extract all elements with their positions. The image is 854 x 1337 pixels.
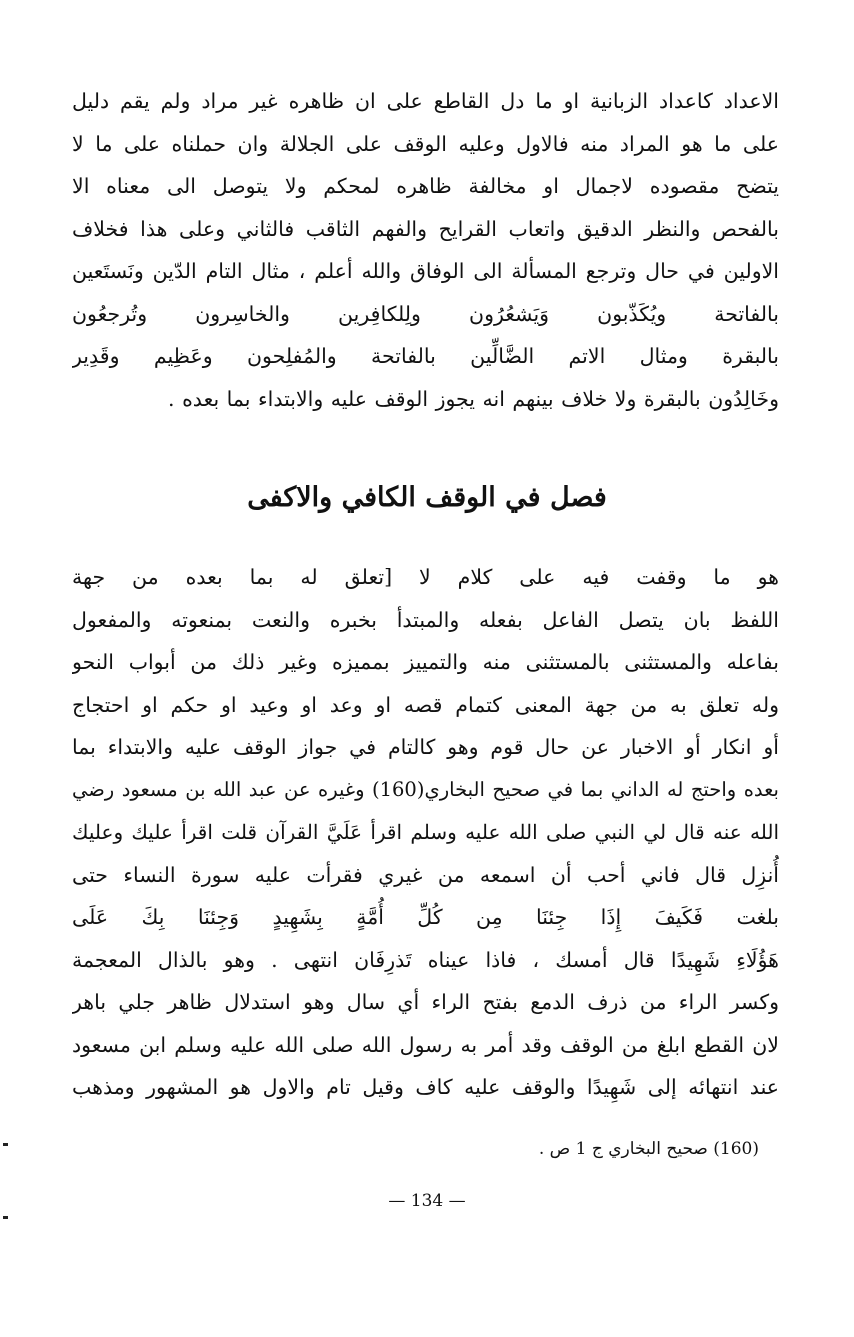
text-line: هو ما وقفت فيه على كلام لا [تعلق له بما بعده من جهة: [72, 565, 779, 589]
text-line: لان القطع ابلغ من الوقف وقد أمر به رسول الله صلى الله عليه وسلم ابن مسعود: [72, 1032, 779, 1057]
text-line: الاولين في حال وترجع المسألة الى الوفاق والله أعلم ، مثال التام الدّين ونَستَعين: [72, 259, 779, 283]
section-heading: فصل في الوقف الكافي والاكفى: [247, 482, 607, 513]
text-line: بالبقرة ومثال الاتم الضَّالِّين بالفاتحة والمُفلِحون وعَظِيم وقَدِير: [72, 344, 779, 368]
text-line: بفاعله والمستثنى بالمستثنى منه والتمييز بمميزه وغير ذلك من أبواب النحو: [72, 650, 779, 674]
text-line: أو انكار أو الاخبار عن حال قوم وهو كالتام في جواز الوقف عليه والابتداء بما: [72, 735, 779, 759]
text-line: بعده واحتج له الداني بما في صحيح البخاري(160) وغيره عن عبد الله بن مسعود رضي: [72, 777, 779, 801]
scan-mark: [3, 1143, 8, 1146]
text-line: أُنزِل قال فاني أحب أن اسمعه من غيري فقرأت عليه سورة النساء حتى: [72, 862, 779, 887]
text-line: يتضح مقصوده لاجمال او مخالفة ظاهره لمحكم ولا يتوصل الى معناه الا: [72, 174, 779, 198]
text-line: عند انتهائه إلى شَهِيدًا والوقف عليه كاف وقيل تام والاول هو المشهور ومذهب: [72, 1075, 779, 1099]
text-line: وخَالِدُون بالبقرة ولا خلاف بينهم انه يجوز الوقف عليه والابتداء بما بعده .: [168, 386, 779, 411]
text-line: بالفحص والنظر الدقيق واتعاب القرايح والفهم الثاقب فالثاني وعلى هذا فخلاف: [72, 216, 779, 241]
text-line: الله عنه قال لي النبي صلى الله عليه وسلم اقرأ عَلَيَّ القرآن قلت اقرأ عليك وعليك: [72, 820, 779, 844]
text-line: على ما هو المراد منه فالاول وعليه الوقف على الجلالة وان حملناه على ما لا: [72, 131, 779, 156]
text-line: وله تعلق به من جهة المعنى كتمام قصه او وعد او وعيد او حكم او احتجاج: [72, 692, 779, 717]
text-line: وكسر الراء من ذرف الدمع بفتح الراء أي سال وهو استدلال ظاهر جلي باهر: [72, 990, 779, 1014]
text-line: هَؤُلَاءِ شَهِيدًا قال أمسك ، فاذا عيناه تَذرِفَان انتهى . وهو بالذال المعجمة: [72, 947, 779, 972]
scan-mark: [3, 1216, 8, 1219]
paragraph-complete-stop: [72, 80, 779, 420]
text-line: بلغت فَكَيفَ إِذَا جِئنَا مِن كُلِّ أُمَّةٍ بِشَهِيدٍ وَجِئنَا بِكَ عَلَى: [72, 905, 779, 929]
page-number: — 134 —: [388, 1191, 466, 1211]
text-line: الاعداد كاعداد الزبانية او ما دل القاطع على ان ظاهره غير مراد ولم يقم دليل: [72, 89, 779, 113]
text-line: بالفاتحة ويُكَذّبون وَيَشعُرُون ولِلكافِرين والخاسِرون وتُرجعُون: [72, 301, 779, 326]
footnote: (160) صحيح البخاري ج 1 ص .: [538, 1139, 759, 1159]
paragraph-sufficient-stop: [72, 556, 779, 1109]
text-line: اللفظ بان يتصل الفاعل بفعله والمبتدأ بخبره والنعت بمنعوته والمفعول: [72, 607, 779, 632]
